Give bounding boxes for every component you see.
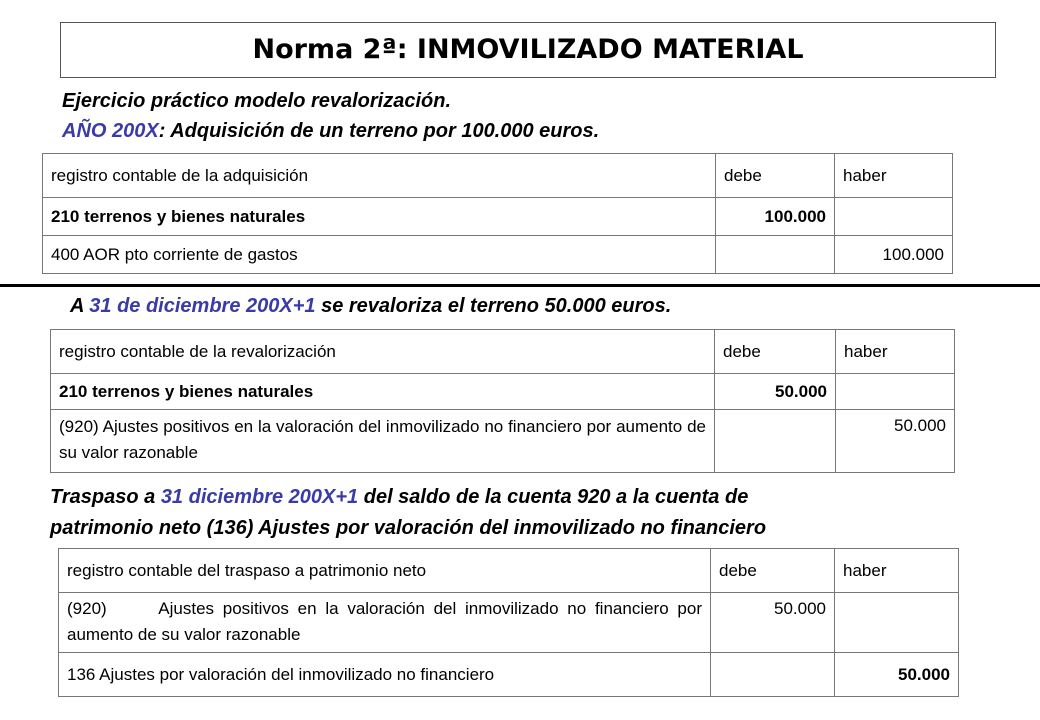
page-title: Norma 2ª: INMOVILIZADO MATERIAL <box>60 22 996 78</box>
header-cell: haber <box>835 154 953 198</box>
account-cell: 136 Ajustes por valoración del inmovilizado no financiero <box>59 653 711 697</box>
haber-cell: 50.000 <box>835 653 959 697</box>
header-cell: debe <box>711 549 835 593</box>
account-cell: 210 terrenos y bienes naturales <box>43 198 716 236</box>
acquisition-table <box>42 153 953 274</box>
header-cell: registro contable de la revalorización <box>51 330 715 374</box>
revaluation-pre: A <box>70 295 90 317</box>
header-cell: haber <box>836 330 955 374</box>
revaluation-date: 31 de diciembre 200X+1 <box>89 295 316 317</box>
transfer-post: del saldo de la cuenta 920 a la cuenta de <box>358 486 749 508</box>
transfer-pre: Traspaso a <box>50 486 161 508</box>
header-cell: haber <box>835 549 959 593</box>
revaluation-table <box>50 329 955 473</box>
account-cell: 210 terrenos y bienes naturales <box>51 374 715 410</box>
table-header-row <box>59 549 959 593</box>
year-statement <box>62 120 599 143</box>
debe-cell: 50.000 <box>711 593 835 653</box>
debe-cell <box>715 410 836 473</box>
debe-cell: 100.000 <box>716 198 835 236</box>
table-header-row <box>51 330 955 374</box>
exercise-subtitle: Ejercicio práctico modelo revalorización. <box>62 90 452 112</box>
section-divider <box>0 284 1040 287</box>
account-cell: (920) Ajustes positivos en la valoración del inmovilizado no financiero por aumento de su valor razonable <box>59 593 711 653</box>
transfer-statement <box>50 486 748 509</box>
acquisition-text: : Adquisición de un terreno por 100.000 euros. <box>158 120 600 142</box>
haber-cell <box>835 593 959 653</box>
revaluation-post: se revaloriza el terreno 50.000 euros. <box>315 295 672 317</box>
table-header-row <box>43 154 953 198</box>
table-row <box>59 593 959 653</box>
account-cell: 400 AOR pto corriente de gastos <box>43 236 716 274</box>
header-cell: debe <box>715 330 836 374</box>
table-row <box>59 653 959 697</box>
revaluation-statement <box>70 295 671 318</box>
table-row <box>51 374 955 410</box>
transfer-date: 31 diciembre 200X+1 <box>160 486 359 508</box>
table-row <box>43 198 953 236</box>
transfer-statement-line2: patrimonio neto (136) Ajustes por valoración del inmovilizado no financiero <box>50 517 767 539</box>
haber-cell <box>836 374 955 410</box>
header-cell: registro contable del traspaso a patrimonio neto <box>59 549 711 593</box>
header-cell: registro contable de la adquisición <box>43 154 716 198</box>
haber-cell <box>835 198 953 236</box>
transfer-table <box>58 548 959 697</box>
table-row <box>51 410 955 473</box>
haber-cell: 50.000 <box>836 410 955 473</box>
debe-cell <box>711 653 835 697</box>
header-cell: debe <box>716 154 835 198</box>
table-row <box>43 236 953 274</box>
debe-cell: 50.000 <box>715 374 836 410</box>
debe-cell <box>716 236 835 274</box>
account-cell: (920) Ajustes positivos en la valoración del inmovilizado no financiero por aumento de su valor razonable <box>51 410 715 473</box>
year-label: AÑO 200X <box>62 120 159 142</box>
haber-cell: 100.000 <box>835 236 953 274</box>
